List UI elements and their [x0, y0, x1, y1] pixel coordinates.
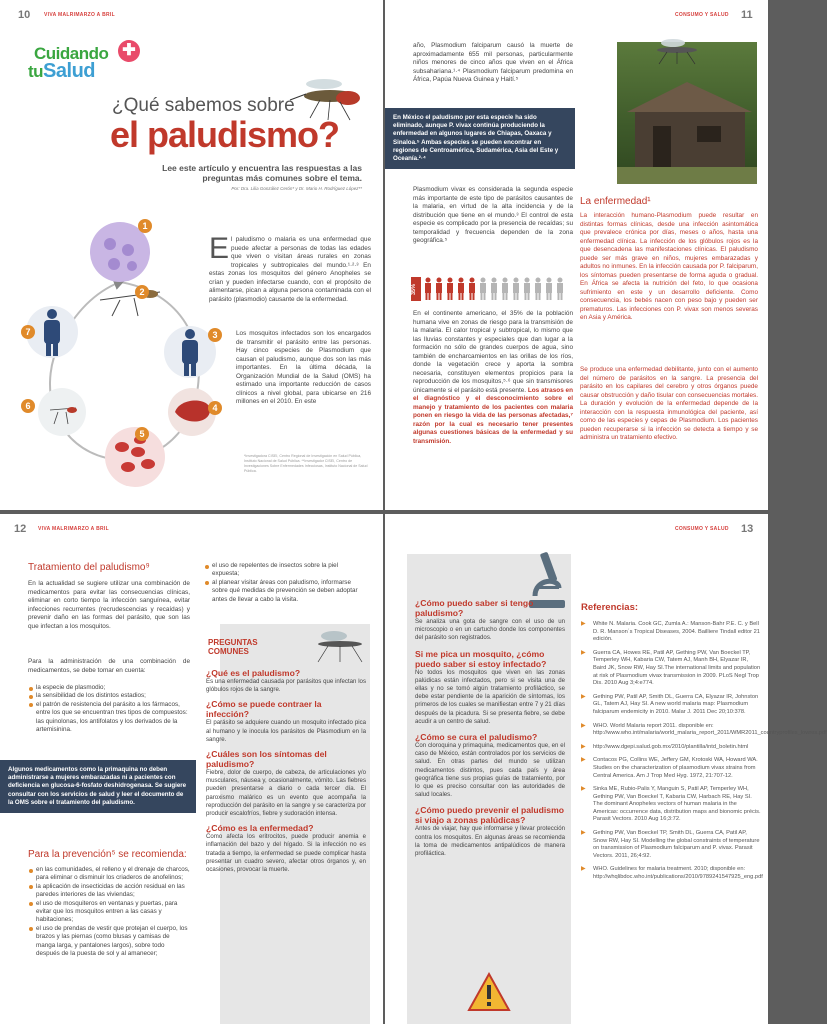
faq-title: PREGUNTAS COMUNES — [208, 638, 258, 656]
faq-answer: Se analiza una gota de sangre con el uso de un microscopio o en un cartucho donde los componentes del parásito son registrados. — [415, 618, 565, 642]
page-number: 11 — [741, 9, 753, 21]
mexico-box: En México el paludismo por esta especie ha sido eliminado, aunque P. vivax continúa produciendo la enfermedad en algunos lugares de Chiapas, Oaxaca y Sinaloa.⁵ Ambas especies se pueden encontrar en regiones de Centroamérica, Sudamérica, Asia del Este y Oceanía.²·⁴ — [385, 108, 575, 169]
reference-item: ▶ Contacos PG, Collins WE, Jeffery GM, Krotoski WA, Howard WA. Studies on the characterization of plasmodium vivax strains from Central America. Am J Trop Med Hyg. 1972, 21:707-12. — [581, 757, 761, 780]
prevencion-list-2 — [204, 562, 364, 604]
page-13 — [385, 514, 827, 1024]
references-title: Referencias: — [581, 602, 639, 613]
list-item: el uso de mosquiteros en ventanas y puertas, para evitar que los mosquitos entren a las casas y habitaciones; — [28, 900, 190, 925]
life-cycle-diagram — [10, 212, 230, 502]
reference-item: ▶ Gething PW, Van Boeckel TP, Smith DL, Guerra CA, Patil AP, Snow RW, Hay SI. Modelling the global constraints of temperature on transmission of Plasmodium falciparum and P. vivax. Parasit Vectors. 2011, 26;4:92. — [581, 830, 761, 860]
svg-text:7: 7 — [25, 327, 31, 337]
faq-answer: Fiebre, dolor de cuerpo, de cabeza, de articulaciones y/o musculares, náusea y, ocasionalmente, vómito. Las fiebres pueden presentarse a diario o cada tercer día. El paroxismo malárico es un evento que acompaña la reproducción del parásito en la sangre y se caracteriza por producir escalofríos, fiebre y sudoración intensa. — [206, 769, 366, 818]
faq-answer: No todos los mosquitos que viven en las zonas palúdicas están infectados, pero si se visita una de ellas y no se tomó algún tratamiento profiláctico, se debe estar pendiente de la aparición de síntomas, los primeros de los cuales se manifiestan entre 7 y 21 días después de la picadura. Si se presenta fiebre, se debe acudir a un centro de salud. — [415, 668, 565, 725]
warning-box: Algunos medicamentos como la primaquina no deben administrarse a mujeres embarazadas ni a pacientes con deficiencia en glucosa-6-fosfato deshidrogenasa. Se sugiere consultar con los servicios de salud y leer el documento de la OMS sobre el tratamiento del paludismo. — [0, 760, 196, 813]
faq-answer: Con cloroquina y primaquina, medicamentos que, en el caso de México, están controlados por los servicios de salud. En otras partes del mundo se utilizan medicamentos distintos, pues cada país y área geográfica tiene sus propias guías de tratamiento, por lo que es preciso consultar con las autoridades de salud locales. — [415, 742, 565, 799]
page-10: 10 VIVA MALRIMARZO A BRIL Cuidando tuSalud ✚ ¿Qué sabemos sobre el paludismo? Lee este artículo y encuentra las respuestas a las preguntas más comunes sobre el tema. Por: Dra. Lilia González Cerón* y Dr. Mario H. Rodríguez López** 1 2 3 4 5 6 7 El paludismo o malaria es una enfermedad que puede afectar a personas de todas las edades que viven o visitan áreas rurales en zonas tropicales y subtropicales del mundo.¹·²·³ En estas zonas los mosquitos del género Anopheles se crían y pueden infectarse cuando, con el propósito de alimentarse, pican a alguna persona contaminada con el parásito (plasmodio) causante de la enfermedad. Los mosquitos infectados son los encargados de transmitir el parásito entre las personas. Hay cinco especies de Plasmodium que causan el paludismo, aunque dos son las más importantes. En la última década, la Organización Mundial de la Salud (OMS) ha estimado una importante reducción de casos clínicos a nivel global, para ubicarse en 216 millones en el 2010. En este *Investigadora CISEI, Centro Regional de Investigación en Salud Pública, Instituto Nacional de Salud Pública. **Investigador CISEI, Centro de Investigaciones Sobre Enfermedades Infecciosas, Instituto Nacional de Salud Pública. — [0, 0, 383, 510]
intro-continuation: año, Plasmodium falciparum causó la muerte de aproximadamente 655 mil personas, particularmente niños menores de cinco años que viven en el África subsahariana.¹·⁴ Plasmodium falciparum predomina en África, Papúa Nueva Guinea y Haití.⁵ — [413, 42, 573, 83]
page-title: el paludismo? — [110, 114, 340, 155]
faq-question: ¿Cómo puedo prevenir el paludismo si viajo a zonas palúdicas? — [415, 805, 564, 826]
svg-text:2: 2 — [139, 287, 145, 297]
running-header: CONSUMO Y SALUD — [675, 12, 729, 18]
faq-question: Si me pica un mosquito, ¿cómo puedo saber si estoy infectado? — [415, 648, 547, 669]
page-number: 10 — [18, 9, 31, 21]
reference-item: ▶ Gething PW, Patil AP, Smith DL, Guerra CA, Elyazar IR, Johnston GL, Tatem AJ, Hay SI. A new world malaria map: Plasmodium falciparum endemicity in 2010. Malar J. 2011 Dec 20;10:378. — [581, 694, 761, 717]
faq-answer: Es una enfermedad causada por parásitos que infectan los glóbulos rojos de la sangre. — [206, 678, 366, 694]
svg-text:6: 6 — [25, 401, 31, 411]
mosquito-illustration — [290, 70, 370, 120]
reference-item: ▶ Guerra CA, Howes RE, Patil AP, Gething PW, Van Boeckel TP, Temperley WH, Kabaria CW, Tatem AJ, Manh BH, Elyazar IR, Baird JK, Snow RW, Hay SI.The international limits and population at risk of Plasmodium vivax transmission in 2009. PLoS Negl Trop Dis. 2010 Aug 3;4:e774. — [581, 650, 761, 688]
svg-text:5: 5 — [139, 429, 145, 439]
mosquito-icon — [310, 624, 370, 664]
reference-item: ▶ White N. Malaria. Cook GC, Zumla A.: Manson-Bahr P.E. C. y Bell D. R. Manson´s Tropical Diseases, 2004. Bailliere Tindall editor 21 edición. — [581, 621, 761, 644]
enfermedad-paragraph-2: Se produce una enfermedad debilitante, junto con el aumento del número de parásitos en la sangre. La presencia del parásito en los capilares del cerebro y otros órganos puede causar obstrucción y daño tisular con consecuencias mortales. La duración y evolución de la enfermedad depende de la interacción con la respuesta inmunológica del paciente, así como de las especies y cepas de Plasmodium. Los pacientes pueden recuperarse si la infección se detecta a tiempo y se administra un tratamiento efectivo. — [580, 366, 758, 441]
svg-text:3: 3 — [212, 330, 218, 340]
svg-text:4: 4 — [212, 403, 218, 413]
percent-label: 35% — [411, 277, 421, 301]
page-number: 12 — [14, 523, 27, 535]
heart-cross-icon: ✚ — [118, 40, 140, 62]
list-item: la aplicación de insecticidas de acción residual en las paredes interiores de las viviendas; — [28, 883, 190, 900]
reference-item: ▶ WHO. Guidelines for malaria treatment. 2010; disponible en: http://whqlibdoc.who.int/publications/2010/9789241547925_eng.pdf — [581, 866, 761, 881]
faq-box — [407, 554, 571, 1024]
title-question: ¿Qué sabemos sobre — [112, 95, 295, 116]
running-header: VIVA MALRIMARZO A BRIL — [38, 526, 109, 532]
page-number: 13 — [741, 523, 754, 535]
faq-question: ¿Cómo puedo saber si tengo paludismo? — [415, 598, 534, 618]
people-icon — [423, 277, 573, 301]
tratamiento-paragraph-2: Para la administración de una combinación de medicamentos, se debe tomar en cuenta: — [28, 658, 190, 674]
lead-text: Lee este artículo y encuentra las respuestas a las preguntas más comunes sobre el tema. — [162, 163, 362, 183]
list-item: en las comunidades, el relleno y el drenaje de charcos, para eliminar o disminuir los criaderos de anofelinos; — [28, 866, 190, 883]
footnotes: *Investigadora CISEI, Centro Regional de Investigación en Salud Pública, Instituto Nacional de Salud Pública. **Investigador CISEI, Centro de Investigaciones Sobre Enfermedades Infecciosas, Instituto Nacional de Salud Pública. — [244, 454, 368, 473]
running-header: VIVA MALRIMARZO A BRIL — [44, 12, 115, 18]
section-title-prevencion: Para la prevención⁵ se recomienda: — [28, 849, 187, 860]
faq-answer: Como afecta los eritrocitos, puede producir anemia e inflamación del bazo y del hígado. Si la infección no es tratada a tiempo, la enfermedad se puede complicar hasta presentar un cuadro severo, afectar otros órganos y, en ocasiones, provocar la muerte. — [206, 833, 366, 874]
list-item: la especie de plasmodio; — [28, 684, 190, 692]
reference-item: ▶ WHO. World Malaria report 2011. disponible en: http://www.who.int/malaria/world_malaria_report_2011/WMR2011_countryprofiles_lowres.pdf — [581, 723, 761, 738]
americas-paragraph: En el continente americano, el 35% de la población humana vive en zonas de riesgo para la transmisión de la malaria. El calor tropical y subtropical, lo mismo que las lluvias constantes y especiales que dan lugar a la formación no sólo de grandes cuerpos de agua, sino también de encharcamientos en las orillas de los ríos, donde la vegetación crece y aporta la sombra necesaria, constituyen elementos propicios para la reproducción de los mosquitos,⁵·⁶ que sin transmisores únicamente si el parásito está presente. Los atrasos en el diagnóstico y el desconocimiento sobre el manejo y tratamiento de los pacientes con malaria ponen en riesgo la vida de las personas afectadas,⁷ razón por la cual es necesario tener presentes algunas cuestiones básicas de la enfermedad y su transmisión. — [413, 310, 574, 445]
faq-question: ¿Cómo es la enfermedad? — [206, 823, 314, 834]
reference-item: ▶ Sinka ME, Rubio-Palis Y, Manguin S, Patil AP, Temperley WH, Gething PW, Van Boeckel T, Kabaria CW, Harbach RE, Hay SI. The dominant Anopheles vectors of human malaria in the Americas: occurrence data, distribution maps and bionomic précis. Parasit Vectors. 2010 Aug 16;3:72. — [581, 786, 761, 824]
vivax-paragraph: Plasmodium vivax es considerada la segunda especie más importante de este tipo de parásitos causantes de la malaria, en virtud de la alta incidencia y de la distribución que tiene en el mundo.³ El control de esta especie es complicado por la presencia de recaídas; su temporalidad y frecuencia dependen de la zona geográfica.⁵ — [413, 186, 573, 244]
faq-answer: El parásito se adquiere cuando un mosquito infectado pica al humano y le inocula los parásitos de Plasmodium en la sangre. — [206, 719, 366, 743]
running-header: CONSUMO Y SALUD — [675, 526, 729, 532]
intro-paragraph: El paludismo o malaria es una enfermedad que puede afectar a personas de todas las edades que viven o visitan áreas rurales en zonas tropicales y subtropicales del mundo.¹·²·³ En estas zonas los mosquitos del género Anopheles se crían y pueden infectarse cuando, con el propósito de alimentarse, pican a alguna persona contaminada con el parásito (plasmodio) causante de la enfermedad. — [209, 232, 371, 303]
faq-list — [415, 598, 565, 858]
faq-question: ¿Cómo se puede contraer la infección? — [206, 699, 322, 720]
faq-list — [206, 668, 366, 874]
population-pictogram — [411, 277, 573, 301]
faq-question: ¿Qué es el paludismo? — [206, 668, 301, 678]
mosquito-icon — [647, 34, 707, 64]
section-title-enfermedad: La enfermedad¹ — [580, 196, 651, 207]
list-item: el uso de prendas de vestir que protejan el cuerpo, los brazos y las piernas (como blusas y camisas de manga larga, y pantalones largos), sobre todo después de la puesta de sol y al amanecer; — [28, 925, 190, 959]
page-11 — [385, 0, 768, 510]
faq-answer: Antes de viajar, hay que informarse y llevar protección contra los mosquitos. En algunas áreas se recomienda la toma de medicamentos antipalúdicos de manera profiláctica. — [415, 825, 565, 858]
page-12 — [0, 514, 383, 1024]
enfermedad-paragraph-1: La interacción humano-Plasmodium puede resultar en distintas formas clínicas, desde una infección asintomática que prevalece crónica por días, meses o años, hasta una enfermedad clínica. La infección de los glóbulos rojos es la que desencadena las manifestaciones clínicas. El paludismo puede ser más grave en niños, mujeres embarazadas y adultos no inmunes. En la infección causada por P. falciparum, los síntomas pueden presentarse de forma aguda o gradual. En África se afecta la nutrición del feto, lo que ocasiona sufrimiento en este y un desarrollo deficiente. Como consecuencia, los bebés nacen con peso bajo y pueden ser prematuros. Las infecciones con P. vivax son menos severas en Asia y América. — [580, 212, 758, 321]
faq-box — [206, 624, 370, 1024]
intro-paragraph-2: Los mosquitos infectados son los encargados de transmitir el parásito entre las personas. Hay cinco especies de Plasmodium que causan el paludismo, aunque dos son las más importantes. En la última década, la Organización Mundial de la Salud (OMS) ha estimado una importante reducción de casos clínicos a nivel global, para ubicarse en 216 millones en el 2010. En este — [236, 330, 371, 405]
faq-question: ¿Cuáles son los síntomas del paludismo? — [206, 749, 327, 770]
list-item: el patrón de resistencia del parásito a los fármacos, entre los que se encuentran tres tipos de compuestos: las quinolonas, los antifolatos y los derivados de la artemisinina. — [28, 701, 190, 735]
references — [581, 602, 827, 888]
warning-icon — [467, 972, 511, 1012]
svg-text:1: 1 — [142, 221, 148, 231]
prevencion-list — [28, 866, 190, 958]
section-title-tratamiento: Tratamiento del paludismo⁹ — [28, 562, 150, 573]
list-item: la sensibilidad de los distintos estadios; — [28, 692, 190, 700]
faq-question: ¿Cómo se cura el paludismo? — [415, 732, 538, 743]
list-item: al planear visitar áreas con paludismo, informarse sobre qué medidas de prevención se deben adoptar antes de llevar a cabo la visita. — [204, 579, 364, 604]
list-item: el uso de repelentes de insectos sobre la piel expuesta; — [204, 562, 364, 579]
authors: Por: Dra. Lilia González Cerón* y Dr. Mario H. Rodríguez López** — [231, 186, 362, 191]
tratamiento-paragraph: En la actualidad se sugiere utilizar una combinación de medicamentos para evitar las consecuencias clínicas, eliminar en corto tiempo la infección sanguínea, evitar infecciones recurrentes (recrudescencias y recaídas) y prevenir daño en las formas del parásito, que son las que infectan a los mosquitos. — [28, 580, 190, 630]
reference-item: ▶ http://www.dgepi.salud.gob.mx/2010/plantilla/intd_boletin.html — [581, 744, 761, 752]
tratamiento-list — [28, 684, 190, 734]
